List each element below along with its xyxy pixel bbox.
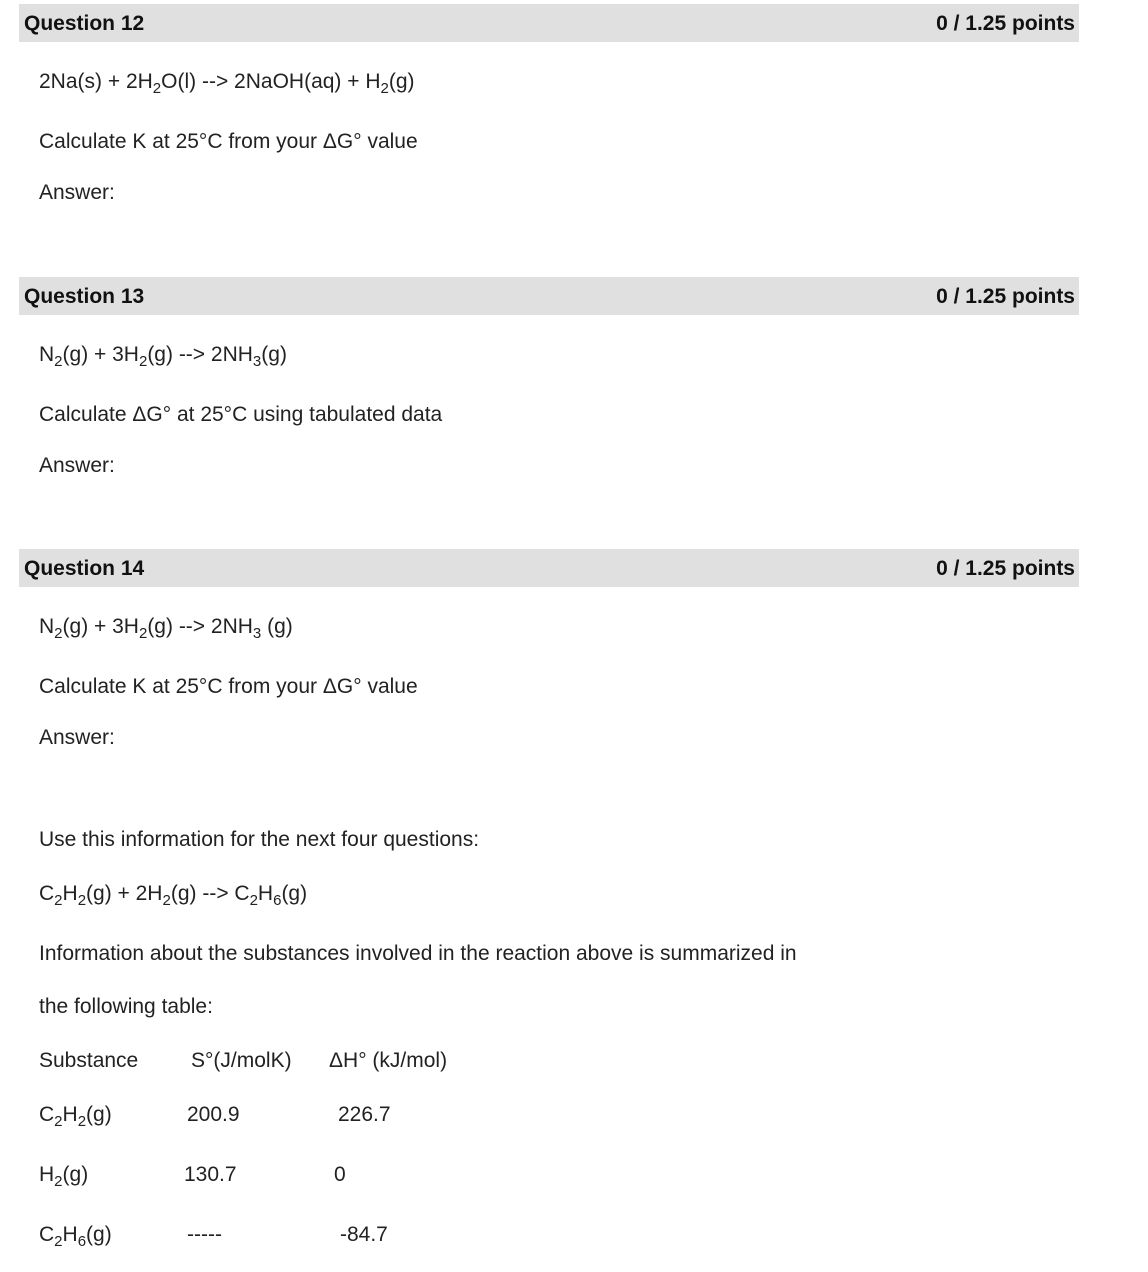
info-equation: $C_2H_2(g) + 2H_2(g)$ --> $C_2H_6(g)$ <box>39 882 308 909</box>
question-points: 0 / 1.25 points <box>936 557 1075 580</box>
question-points: 0 / 1.25 points <box>936 12 1075 35</box>
question-title: Question 12 <box>24 12 145 35</box>
question-14-header <box>19 549 1079 587</box>
table-cell-entropy: ----- <box>187 1223 222 1246</box>
table-cell-substance: $C_2H_2(g)$ <box>39 1103 112 1130</box>
table-cell-substance: $H_2(g)$ <box>39 1163 89 1190</box>
question-12-equation: $2Na(s) + 2H_2O(l)$ --> 2NaOH(aq) + $H_2(g)$ <box>39 70 415 97</box>
question-12-header <box>19 4 1079 42</box>
table-cell-enthalpy: 226.7 <box>338 1103 391 1126</box>
table-header-entropy: S°(J/molK) <box>191 1049 292 1072</box>
question-14-equation: $N_2(g) + 3H_2(g)$ --> $2NH_3$ (g) <box>39 615 293 642</box>
question-title: Question 14 <box>24 557 145 580</box>
table-cell-enthalpy: 0 <box>334 1163 346 1186</box>
question-13-prompt: Calculate ΔG° at 25°C using tabulated data <box>39 403 443 426</box>
table-cell-enthalpy: -84.7 <box>340 1223 388 1246</box>
info-intro: Use this information for the next four questions: <box>39 828 480 851</box>
table-header-substance: Substance <box>39 1049 139 1072</box>
question-points: 0 / 1.25 points <box>936 285 1075 308</box>
question-13-header <box>19 277 1079 315</box>
question-12-prompt: Calculate K at 25°C from your ΔG° value <box>39 130 418 153</box>
table-cell-entropy: 130.7 <box>184 1163 237 1186</box>
question-12-answer-label: Answer: <box>39 181 115 204</box>
table-cell-entropy: 200.9 <box>187 1103 240 1126</box>
table-header-enthalpy: ΔH° (kJ/mol) <box>329 1049 448 1072</box>
question-title: Question 13 <box>24 285 145 308</box>
question-13-answer-label: Answer: <box>39 454 115 477</box>
question-14-answer-label: Answer: <box>39 726 115 749</box>
question-14-prompt: Calculate K at 25°C from your ΔG° value <box>39 675 418 698</box>
info-summary-line-2: the following table: <box>39 995 213 1018</box>
table-cell-substance: $C_2H_6(g)$ <box>39 1223 112 1250</box>
info-summary-line-1: Information about the substances involved in the reaction above is summarized in <box>39 942 797 965</box>
question-13-equation: $N_2(g) + 3H_2(g)$ --> $2NH_3(g)$ <box>39 343 287 370</box>
